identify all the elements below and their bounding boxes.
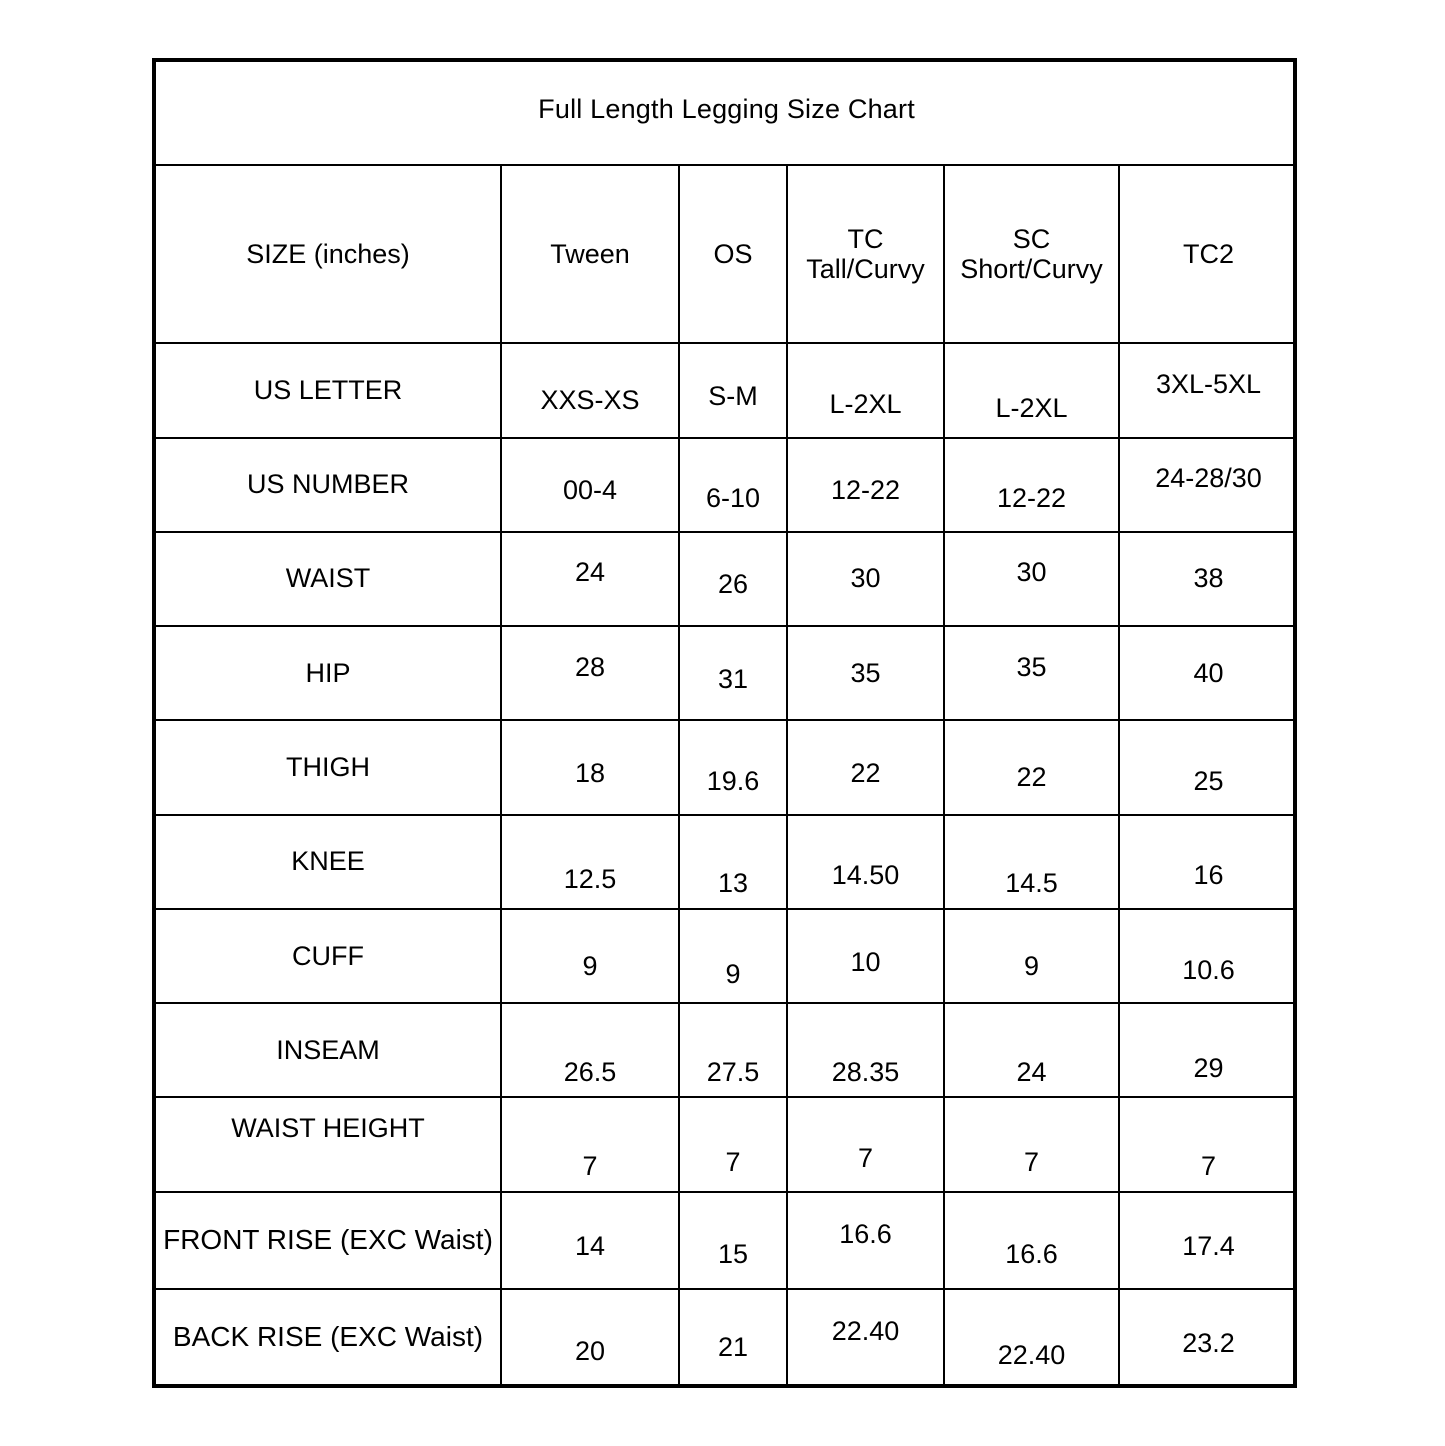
cell-thigh-os: 19.6 xyxy=(679,720,787,814)
table-row xyxy=(156,438,1297,532)
cell-inseam-tween: 26.5 xyxy=(501,1003,679,1097)
cell-front-rise-tween: 14 xyxy=(501,1192,679,1290)
column-header-tc xyxy=(787,165,944,343)
cell-us-letter-sc: L-2XL xyxy=(944,343,1119,437)
cell-us-number-tc: 12-22 xyxy=(787,438,944,532)
cell-us-letter-tc: L-2XL xyxy=(787,343,944,437)
row-label-waist-height: WAIST HEIGHT xyxy=(156,1097,501,1191)
table-row xyxy=(156,1003,1297,1097)
table-row xyxy=(156,626,1297,720)
table-row xyxy=(156,532,1297,626)
size-chart-container xyxy=(152,58,1297,1388)
table-row xyxy=(156,720,1297,814)
cell-knee-tween: 12.5 xyxy=(501,815,679,909)
cell-waist-height-tc: 7 xyxy=(787,1097,944,1191)
cell-back-rise-os: 21 xyxy=(679,1289,787,1384)
column-header-sc-main: SC xyxy=(1012,223,1051,254)
column-header-size: SIZE (inches) xyxy=(156,165,501,343)
cell-cuff-tc: 10 xyxy=(787,909,944,1003)
column-header-tc-main: TC xyxy=(847,223,884,254)
cell-back-rise-sc: 22.40 xyxy=(944,1289,1119,1384)
cell-waist-tc: 30 xyxy=(787,532,944,626)
cell-inseam-tc: 28.35 xyxy=(787,1003,944,1097)
page-title: Full Length Legging Size Chart xyxy=(156,62,1297,165)
column-header-tc-sub: Tall/Curvy xyxy=(806,254,925,285)
cell-waist-height-sc: 7 xyxy=(944,1097,1119,1191)
row-label-thigh: THIGH xyxy=(156,720,501,814)
column-header-os: OS xyxy=(679,165,787,343)
table-row xyxy=(156,1289,1297,1384)
table-row xyxy=(156,1097,1297,1191)
cell-us-letter-os: S-M xyxy=(679,343,787,437)
row-label-front-rise: FRONT RISE (EXC Waist) xyxy=(156,1192,501,1290)
cell-hip-tc: 35 xyxy=(787,626,944,720)
table-row xyxy=(156,343,1297,437)
row-label-cuff: CUFF xyxy=(156,909,501,1003)
table-title-row xyxy=(156,62,1297,165)
cell-front-rise-sc: 16.6 xyxy=(944,1192,1119,1290)
cell-us-letter-tc2: 3XL-5XL xyxy=(1119,343,1297,437)
row-label-knee: KNEE xyxy=(156,815,501,909)
cell-knee-tc: 14.50 xyxy=(787,815,944,909)
cell-waist-height-os: 7 xyxy=(679,1097,787,1191)
row-label-us-letter: US LETTER xyxy=(156,343,501,437)
row-label-hip: HIP xyxy=(156,626,501,720)
cell-hip-sc: 35 xyxy=(944,626,1119,720)
table-row xyxy=(156,909,1297,1003)
cell-waist-os: 26 xyxy=(679,532,787,626)
cell-us-number-tween: 00-4 xyxy=(501,438,679,532)
cell-front-rise-tc2: 17.4 xyxy=(1119,1192,1297,1290)
cell-waist-height-tc2: 7 xyxy=(1119,1097,1297,1191)
cell-thigh-tc2: 25 xyxy=(1119,720,1297,814)
size-chart-table xyxy=(156,62,1297,1384)
table-row xyxy=(156,1192,1297,1290)
column-header-sc xyxy=(944,165,1119,343)
cell-cuff-tween: 9 xyxy=(501,909,679,1003)
column-header-tc2: TC2 xyxy=(1119,165,1297,343)
cell-knee-tc2: 16 xyxy=(1119,815,1297,909)
cell-thigh-tween: 18 xyxy=(501,720,679,814)
cell-us-number-tc2: 24-28/30 xyxy=(1119,438,1297,532)
row-label-back-rise: BACK RISE (EXC Waist) xyxy=(156,1289,501,1384)
table-row xyxy=(156,815,1297,909)
cell-knee-os: 13 xyxy=(679,815,787,909)
cell-waist-sc: 30 xyxy=(944,532,1119,626)
cell-inseam-os: 27.5 xyxy=(679,1003,787,1097)
cell-back-rise-tween: 20 xyxy=(501,1289,679,1384)
cell-knee-sc: 14.5 xyxy=(944,815,1119,909)
row-label-us-number: US NUMBER xyxy=(156,438,501,532)
cell-us-number-os: 6-10 xyxy=(679,438,787,532)
cell-us-letter-tween: XXS-XS xyxy=(501,343,679,437)
column-header-sc-sub: Short/Curvy xyxy=(960,254,1103,285)
cell-inseam-tc2: 29 xyxy=(1119,1003,1297,1097)
column-header-tween: Tween xyxy=(501,165,679,343)
cell-thigh-tc: 22 xyxy=(787,720,944,814)
cell-hip-os: 31 xyxy=(679,626,787,720)
cell-front-rise-tc: 16.6 xyxy=(787,1192,944,1290)
cell-hip-tc2: 40 xyxy=(1119,626,1297,720)
cell-cuff-os: 9 xyxy=(679,909,787,1003)
cell-thigh-sc: 22 xyxy=(944,720,1119,814)
table-header-row xyxy=(156,165,1297,343)
row-label-inseam: INSEAM xyxy=(156,1003,501,1097)
cell-back-rise-tc2: 23.2 xyxy=(1119,1289,1297,1384)
cell-front-rise-os: 15 xyxy=(679,1192,787,1290)
cell-inseam-sc: 24 xyxy=(944,1003,1119,1097)
cell-back-rise-tc: 22.40 xyxy=(787,1289,944,1384)
cell-waist-tween: 24 xyxy=(501,532,679,626)
cell-cuff-sc: 9 xyxy=(944,909,1119,1003)
cell-waist-tc2: 38 xyxy=(1119,532,1297,626)
row-label-waist: WAIST xyxy=(156,532,501,626)
cell-hip-tween: 28 xyxy=(501,626,679,720)
cell-waist-height-tween: 7 xyxy=(501,1097,679,1191)
cell-cuff-tc2: 10.6 xyxy=(1119,909,1297,1003)
cell-us-number-sc: 12-22 xyxy=(944,438,1119,532)
